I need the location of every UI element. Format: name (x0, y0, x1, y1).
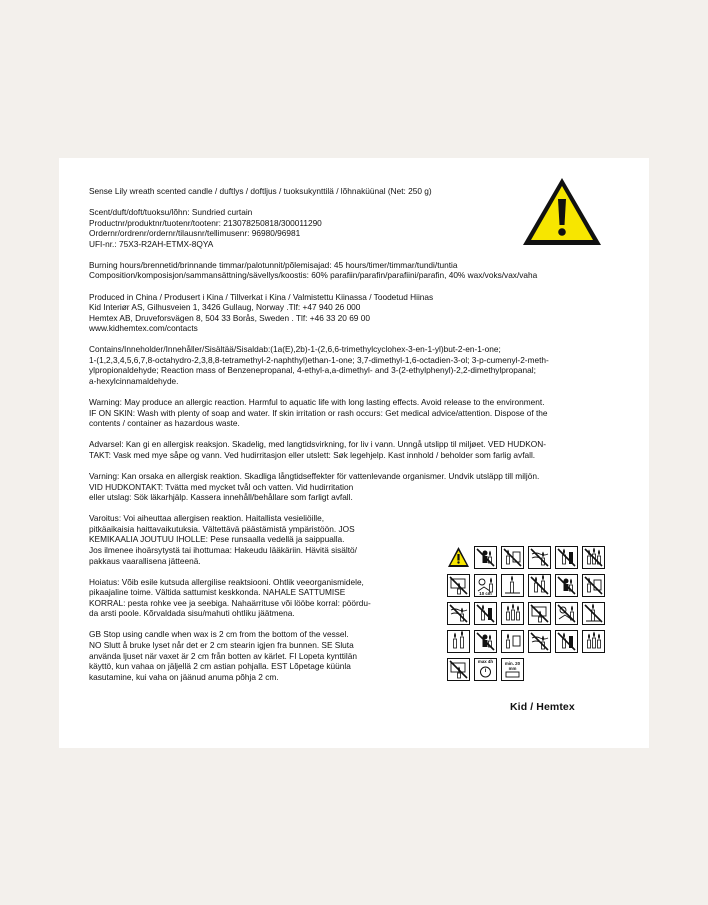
label-line: a-hexylcinnamaldehyde. (89, 376, 179, 387)
no-pets-icon (582, 574, 605, 597)
label-line: Scent/duft/doft/tuoksu/lõhn: Sundried curtain (89, 207, 253, 218)
no-candle-near-tv-icon (474, 630, 497, 653)
label-line: Burning hours/brennetid/brinnande timmar/palotunnit/põlemisajad: 45 hours/timer/timmar/tundi/tuntia (89, 259, 458, 270)
pictogram-caption: min. 20 mm (504, 661, 521, 671)
label-line: pakkaus vaarallisena jätteenä. (89, 555, 201, 566)
label-line: Composition/komposisjon/sammansättning/sävellys/koostis: 60% parafiin/parafin/parafiini/parafin, 40% wax/voks/vax/vaha (89, 270, 538, 281)
label-line: www.kidhemtex.com/contacts (89, 323, 198, 334)
label-line: ylpropionaldehyde; Reaction mass of Benzenepropanal, 4-ethyl-a,a-dimethyl- and 3-(2-ethylphenyl)-2,2-dimethylpropanal; (89, 365, 536, 376)
exclamation-warning-triangle-icon (520, 175, 604, 248)
safety-pictograms (447, 546, 611, 713)
use-holder-icon (555, 574, 578, 597)
brand-mark: Kid / Hemtex (510, 701, 575, 713)
label-paragraph (89, 292, 621, 334)
label-line: VID HUDKONTAKT: Tvätta med mycket tvål och vatten. Vid hudirritation (89, 481, 354, 492)
no-near-curtains-icon (447, 602, 470, 625)
label-line: Varoitus: Voi aiheuttaa allergisen reaktion. Haitallista vesieliöille, (89, 513, 325, 524)
no-burning-together-icon (555, 602, 578, 625)
product-label (59, 158, 649, 748)
label-paragraph (89, 344, 621, 386)
label-paragraph (89, 260, 621, 281)
label-line: Produced in China / Produsert i Kina / Tillverkat i Kina / Valmistettu Kiinassa / Toodetud Hiinas (89, 291, 434, 302)
label-line: UFI-nr.: 75X3-R2AH-ETMX-8QYA (89, 238, 214, 249)
no-flammable-items-icon (555, 546, 578, 569)
label-line: TAKT: Vask med mye såpe og vann. Ved hudirritasjon eller utslett: Søk legehjelp. Kast innhold / beholder som farlig avfall. (89, 449, 536, 460)
minimum-spacing-icon (447, 630, 470, 653)
label-line: IF ON SKIN: Wash with plenty of soap and water. If skin irritation or rash occurs: Get medical advice/attention. Dispose of the (89, 407, 548, 418)
label-line: 1-(1,2,3,4,5,6,7,8-octahydro-2,3,8,8-tetramethyl-2-naphthyl)ethan-1-one; 3,7-dimethyl-1,6-octadien-3-ol; 3-p-cumenyl-2-meth- (89, 354, 549, 365)
label-line: kasutamine, kui vaha on jäänud anuma põhja 2 cm. (89, 671, 279, 682)
min-distance-icon (501, 658, 524, 681)
label-line: Warning: May produce an allergic reaction. Harmful to aquatic life with long lasting effects. Avoid release to the environment. (89, 397, 545, 408)
no-water-extinguish-icon (474, 602, 497, 625)
no-near-heat-icon (582, 602, 605, 625)
label-line: käyttö, kun vahaa on jäljellä 2 cm astian pohjalla. EST Lõpetage küünla (89, 661, 351, 672)
label-line: Sense Lily wreath scented candle / duftlys / doftljus / tuoksukynttilä / lõhnaküünal (Net: 250 g) (89, 186, 432, 196)
no-burning-on-bed-icon (555, 630, 578, 653)
keep-distance-icon (501, 546, 524, 569)
no-burning-near-objects-icon (447, 574, 470, 597)
label-line: Ordernr/ordrenr/ordernr/tilausnr/tellimusenr: 96980/96981 (89, 228, 301, 239)
extinguish-icon (582, 630, 605, 653)
label-paragraph (89, 439, 621, 460)
no-draft-icon (528, 546, 551, 569)
label-line: använda ljuset när vaxet är 2 cm från botten av kärlet. FI Lopeta kynttilän (89, 650, 357, 661)
label-line: GB Stop using candle when wax is 2 cm from the bottom of the vessel. (89, 629, 349, 640)
pictogram-caption: 10 cm (479, 591, 492, 596)
no-children-icon (474, 546, 497, 569)
label-line: Kid Interiør AS, Gilhusveien 1, 3426 Gullaug, Norway .Tlf: +47 940 26 000 (89, 302, 361, 313)
label-line: eller utslag: Sök läkarhjälp. Kassera innehåll/behållare som farligt avfall. (89, 492, 353, 503)
label-line: Varning: Kan orsaka en allergisk reaktion. Skadliga långtidseffekter för vattenlevande organismer. Undvik utsläpp till miljön. (89, 471, 540, 482)
no-touch-icon (447, 658, 470, 681)
label-line: Hoiatus: Võib esile kutsuda allergilise reaktsiooni. Ohtlik veeorganismidele, (89, 576, 364, 587)
label-line: KEMIKAALIA JOUTUU IHOLLE: Pese runsaalla vedellä ja saippualla. (89, 534, 345, 545)
heat-resistant-surface-icon (501, 602, 524, 625)
small-warning-triangle-icon (447, 546, 470, 569)
keep-spacing-10cm-icon (474, 574, 497, 597)
no-blowing-out-icon (528, 630, 551, 653)
label-line: KORRAL: pesta rohke vee ja seebiga. Nahaärrituse või lööbe korral: pöördu- (89, 597, 371, 608)
label-line: Contains/Inneholder/Innehåller/Sisältää/Sisaldab:(1a(E),2b)-1-(2,6,6-trimethylcyclohex-3-en-1-yl)but-2-en-1-one; (89, 344, 501, 355)
label-line: Advarsel: Kan gi en allergisk reaksjon. Skadelig, med langtidsvirkning, for liv i vann. Unngå utslipp til miljøet. VED HUDKON- (89, 439, 546, 450)
label-paragraph (89, 471, 621, 503)
label-line: NO Slutt å bruke lyset når det er 2 cm stearin igjen fra bunnen. SE Sluta (89, 639, 354, 650)
trim-wick-icon (501, 574, 524, 597)
label-line: pikaajaline toime. Vältida sattumist keskkonda. NAHALE SATTUMISE (89, 587, 346, 598)
pictogram-caption: max 4h (477, 659, 494, 664)
no-moving-lit-candle-icon (528, 602, 551, 625)
candle-spacing-icon (501, 630, 524, 653)
no-wind-icon (528, 574, 551, 597)
max-burn-time-icon (474, 658, 497, 681)
label-line: contents / container as hazardous waste. (89, 418, 240, 429)
label-line: Jos ilmenee ihoärsytystä tai ihottumaa: Hakeudu lääkäriin. Hävitä sisältö/ (89, 544, 357, 555)
label-line: da arsti poole. Kõrvaldada sisu/mahuti ohtliku jäätmena. (89, 608, 295, 619)
label-paragraph (89, 397, 621, 429)
label-line: pitkäaikaisia haittavaikutuksia. Vältettävä päästämistä ympäristöön. JOS (89, 523, 355, 534)
label-line: Hemtex AB, Druveforsvägen 8, 504 33 Borås, Sweden . Tlf: +46 33 20 69 00 (89, 312, 370, 323)
no-unattended-burning-icon (582, 546, 605, 569)
label-line: Productnr/produktnr/tuotenr/tootenr: 213078250818/300011290 (89, 217, 322, 228)
